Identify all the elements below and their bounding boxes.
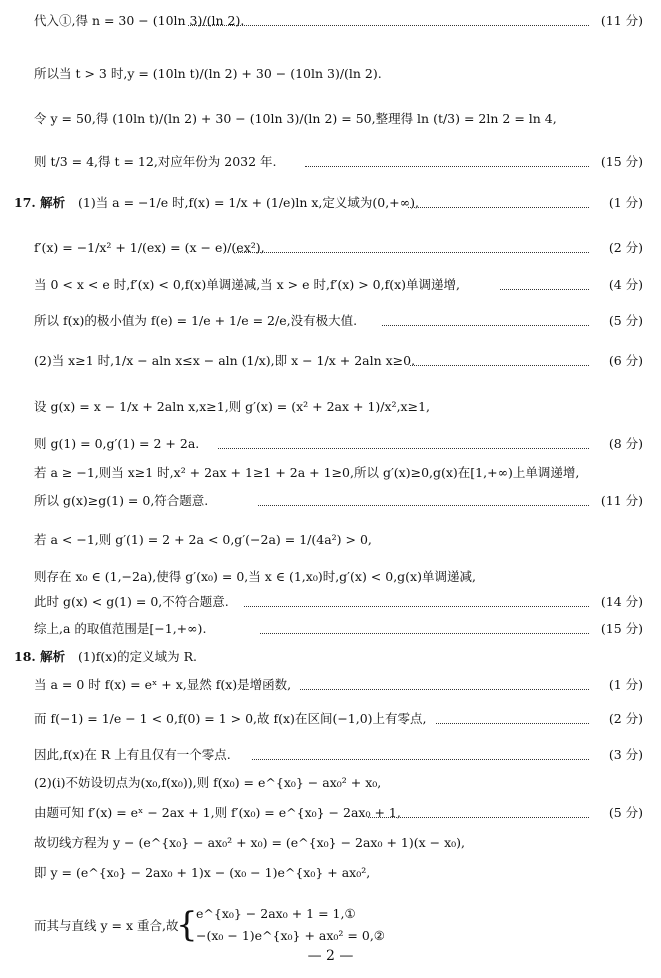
line-4-math: 则 t/3 = 4,得 t = 12,对应年份为 2032 年. xyxy=(34,154,277,169)
line-19 xyxy=(0,674,661,696)
line-9-score: (6 分) xyxy=(608,353,643,368)
line-6-score: (2 分) xyxy=(608,240,643,255)
line-11-score: (8 分) xyxy=(608,436,643,451)
line-23-score: (5 分) xyxy=(608,805,643,820)
line-19-math: 当 a = 0 时 f(x) = eˣ + x,显然 f(x)是增函数, xyxy=(34,677,292,692)
page-number: — 2 — xyxy=(307,948,354,964)
leader-dots-5 xyxy=(408,207,589,208)
leader-dots-23 xyxy=(368,817,589,818)
leader-dots-16 xyxy=(244,606,589,607)
line-22 xyxy=(0,772,661,794)
line-8 xyxy=(0,310,661,332)
line-6 xyxy=(0,237,661,259)
line-14 xyxy=(0,529,661,551)
line-23 xyxy=(0,802,661,824)
system-eq-1: e^{x₀} − 2ax₀ + 1 = 1,① xyxy=(196,906,356,921)
line-8-score: (5 分) xyxy=(608,313,643,328)
line-7 xyxy=(0,274,661,296)
line-2-math: 所以当 t > 3 时,y = (10ln t)/(ln 2) + 30 − (10ln 3)/(ln 2). xyxy=(34,66,382,81)
line-15-math: 则存在 x₀ ∈ (1,−2a),使得 g′(x₀) = 0,当 x ∈ (1,x₀)时,g′(x) < 0,g(x)单调递减, xyxy=(34,569,476,584)
line-20-math: 而 f(−1) = 1/e − 1 < 0,f(0) = 1 > 0,故 f(x)在区间(−1,0)上有零点, xyxy=(34,711,427,726)
q18-line-1-math: (1)f(x)的定义域为 R. xyxy=(78,649,197,664)
q17-line-1 xyxy=(0,192,661,214)
leader-dots-11 xyxy=(218,448,589,449)
line-16-score: (14 分) xyxy=(600,594,643,609)
line-11 xyxy=(0,433,661,455)
line-1 xyxy=(0,10,661,32)
leader-dots-1 xyxy=(188,25,589,26)
line-16-math: 此时 g(x) < g(1) = 0,不符合题意. xyxy=(34,594,229,609)
leader-dots-9 xyxy=(410,365,589,366)
leader-dots-6 xyxy=(234,252,589,253)
line-13-math: 所以 g(x)≥g(1) = 0,符合题意. xyxy=(34,493,209,508)
line-20 xyxy=(0,708,661,730)
line-9 xyxy=(0,350,661,372)
line-7-score: (4 分) xyxy=(608,277,643,292)
line-1-score: (11 分) xyxy=(600,13,643,28)
q18-label: 18. 解析 xyxy=(14,649,66,664)
leader-dots-8 xyxy=(382,325,589,326)
system-brace: { xyxy=(176,905,198,945)
system-eq-2: −(x₀ − 1)e^{x₀} + ax₀² = 0,② xyxy=(196,928,385,943)
line-25 xyxy=(0,862,661,884)
line-25-math: 即 y = (e^{x₀} − 2ax₀ + 1)x − (x₀ − 1)e^{x₀} + ax₀², xyxy=(34,865,371,880)
line-20-score: (2 分) xyxy=(608,711,643,726)
line-12-math: 若 a ≥ −1,则当 x≥1 时,x² + 2ax + 1≥1 + 2a + 1≥0,所以 g′(x)≥0,g(x)在[1,+∞)上单调递增, xyxy=(34,465,580,480)
line-17-score: (15 分) xyxy=(600,621,643,636)
line-1-math: 代入①,得 n = 30 − (10ln 3)/(ln 2). xyxy=(34,13,245,28)
line-3 xyxy=(0,108,661,130)
line-15 xyxy=(0,566,661,588)
line-24 xyxy=(0,832,661,854)
line-21-score: (3 分) xyxy=(608,747,643,762)
line-14-math: 若 a < −1,则 g′(1) = 2 + 2a < 0,g′(−2a) = 1/(4a²) > 0, xyxy=(34,532,372,547)
line-3-math: 令 y = 50,得 (10ln t)/(ln 2) + 30 − (10ln 3)/(ln 2) = 50,整理得 ln (t/3) = 2ln 2 = ln 4, xyxy=(34,111,557,126)
line-17-math: 综上,a 的取值范围是[−1,+∞). xyxy=(34,621,207,636)
q17-line-1-score: (1 分) xyxy=(608,195,643,210)
line-17 xyxy=(0,618,661,640)
line-6-math: f′(x) = −1/x² + 1/(ex) = (x − e)/(ex²), xyxy=(34,240,265,255)
q18-line-1 xyxy=(0,646,661,668)
leader-dots-7 xyxy=(500,289,589,290)
line-26 xyxy=(0,905,661,945)
line-13-score: (11 分) xyxy=(600,493,643,508)
q17-line-1-math: (1)当 a = −1/e 时,f(x) = 1/x + (1/e)ln x,定义域为(0,+∞), xyxy=(78,195,419,210)
leader-dots-13 xyxy=(258,505,589,506)
line-19-score: (1 分) xyxy=(608,677,643,692)
line-13 xyxy=(0,490,661,512)
line-7-math: 当 0 < x < e 时,f′(x) < 0,f(x)单调递减,当 x > e 时,f′(x) > 0,f(x)单调递增, xyxy=(34,277,460,292)
line-21 xyxy=(0,744,661,766)
line-11-math: 则 g(1) = 0,g′(1) = 2 + 2a. xyxy=(34,436,200,451)
line-24-math: 故切线方程为 y − (e^{x₀} − ax₀² + x₀) = (e^{x₀} − 2ax₀ + 1)(x − x₀), xyxy=(34,835,466,850)
line-22-math: (2)(ⅰ)不妨设切点为(x₀,f(x₀)),则 f(x₀) = e^{x₀} − ax₀² + x₀, xyxy=(34,775,382,790)
line-23-math: 由题可知 f′(x) = eˣ − 2ax + 1,则 f′(x₀) = e^{x₀} − 2ax₀ + 1, xyxy=(34,805,401,820)
leader-dots-21 xyxy=(252,759,589,760)
line-2 xyxy=(0,63,661,85)
leader-dots-19 xyxy=(300,689,589,690)
line-10 xyxy=(0,396,661,418)
leader-dots-20 xyxy=(436,723,589,724)
line-12 xyxy=(0,462,661,484)
q17-label: 17. 解析 xyxy=(14,195,66,210)
line-26-math: 而其与直线 y = x 重合,故 xyxy=(34,918,179,933)
leader-dots-4 xyxy=(305,166,589,167)
line-10-math: 设 g(x) = x − 1/x + 2aln x,x≥1,则 g′(x) = (x² + 2ax + 1)/x²,x≥1, xyxy=(34,399,430,414)
line-4 xyxy=(0,151,661,173)
line-16 xyxy=(0,591,661,613)
leader-dots-17 xyxy=(260,633,589,634)
line-21-math: 因此,f(x)在 R 上有且仅有一个零点. xyxy=(34,747,231,762)
line-8-math: 所以 f(x)的极小值为 f(e) = 1/e + 1/e = 2/e,没有极大值. xyxy=(34,313,358,328)
line-4-score: (15 分) xyxy=(600,154,643,169)
line-9-math: (2)当 x≥1 时,1/x − aln x≤x − aln (1/x),即 x − 1/x + 2aln x≥0. xyxy=(34,353,416,368)
